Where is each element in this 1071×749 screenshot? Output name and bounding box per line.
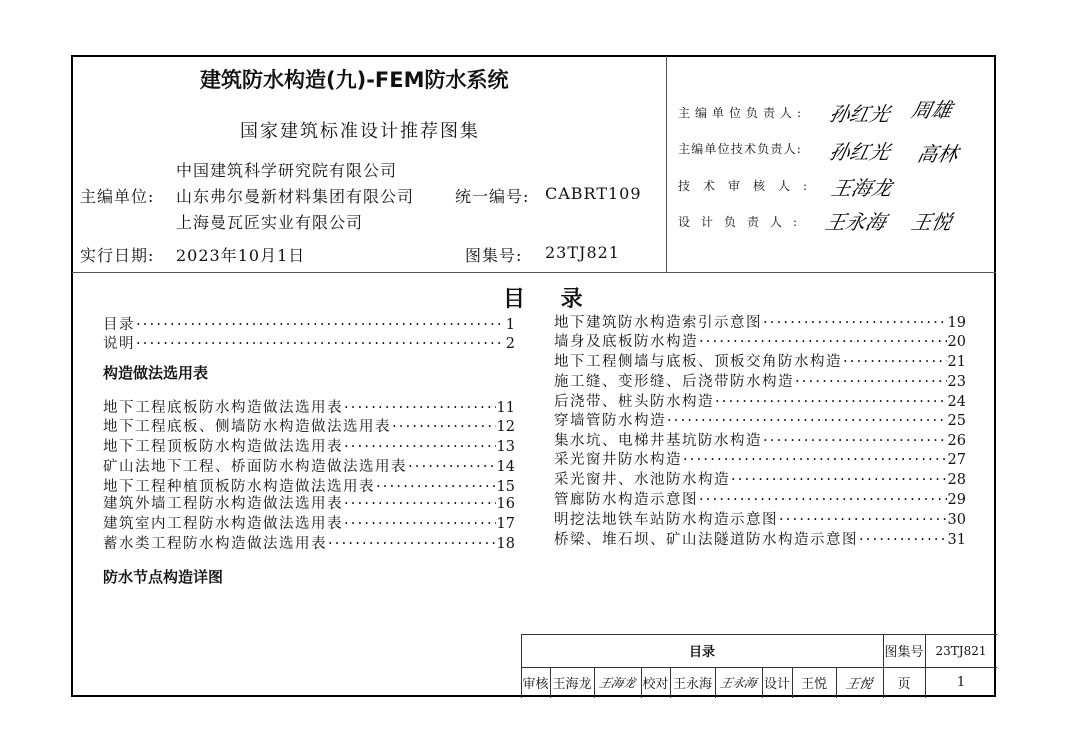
sig-label-chief-tech: 主编单位技术负责人: (678, 142, 803, 156)
leader-dots (667, 412, 947, 430)
chief-unit-2: 山东弗尔曼新材料集团有限公司 (176, 187, 415, 206)
toc-item[interactable] (554, 314, 966, 332)
toc-item-page: 18 (496, 536, 515, 552)
toc-item-label: 集水坑、电梯井基坑防水构造 (554, 433, 762, 449)
toc-item-label: 穿墙管防水构造 (554, 413, 666, 429)
toc-item[interactable] (554, 333, 966, 351)
signature-design-lead-1: 王永海 (823, 210, 889, 234)
leader-dots (699, 333, 947, 351)
header-divider-vertical (666, 56, 667, 272)
leader-dots (763, 314, 947, 332)
toc-item-page: 16 (496, 496, 515, 512)
tb-design-name: 王悦 (800, 677, 827, 692)
toc-item-page: 23 (947, 374, 966, 390)
signature-chief-tech-1: 孙红光 (827, 140, 893, 164)
toc-item-label: 地下工程顶板防水构造做法选用表 (103, 439, 343, 455)
toc-heading: 目 录 (503, 287, 597, 312)
tb-page-label: 页 (897, 677, 911, 692)
tb-check-signature: 王永海 (718, 676, 758, 690)
leader-dots (843, 353, 947, 371)
tb-atlas-no: 23TJ821 (935, 643, 987, 658)
leader-dots (731, 471, 947, 489)
toc-item-label: 地下工程底板防水构造做法选用表 (103, 400, 343, 416)
toc-item[interactable] (103, 535, 515, 553)
leader-dots (136, 316, 505, 334)
toc-item[interactable] (103, 458, 515, 476)
toc-item[interactable] (103, 335, 515, 353)
leader-dots (344, 495, 496, 513)
atlas-title: 建筑防水构造(九)-FEM防水系统 (200, 68, 509, 92)
toc-item-label: 建筑外墙工程防水构造做法选用表 (103, 496, 343, 512)
leader-dots (699, 491, 947, 509)
signature-chief-unit-2: 周雄 (909, 98, 955, 122)
toc-item-page: 14 (496, 459, 515, 475)
toc-item-page: 30 (947, 512, 966, 528)
toc-item-page: 24 (947, 394, 966, 410)
toc-item[interactable] (103, 515, 515, 533)
leader-dots (795, 373, 947, 391)
toc-item-page: 15 (496, 479, 515, 495)
tb-design-label: 设计 (763, 677, 790, 692)
atlas-no: 23TJ821 (545, 243, 620, 262)
tb-design-signature: 王悦 (844, 677, 874, 692)
toc-item-page: 12 (496, 419, 515, 435)
tb-review-label: 审核 (522, 677, 549, 692)
leader-dots (328, 535, 496, 553)
leader-dots (859, 531, 947, 549)
section-title-node-details: 防水节点构造详图 (103, 568, 224, 586)
toc-item-label: 管廊防水构造示意图 (554, 492, 698, 508)
tb-review-name: 王海龙 (552, 677, 592, 692)
leader-dots (344, 438, 496, 456)
toc-item-label: 施工缝、变形缝、后浇带防水构造 (554, 374, 794, 390)
leader-dots (376, 478, 496, 496)
chief-units-label: 主编单位: (80, 187, 155, 206)
chief-unit-1: 中国建筑科学研究院有限公司 (176, 161, 398, 180)
toc-item[interactable] (554, 531, 966, 549)
leader-dots (344, 515, 496, 533)
toc-item-page: 31 (947, 532, 966, 548)
toc-item[interactable] (554, 393, 966, 411)
toc-item-label: 目录 (103, 317, 135, 333)
toc-item-label: 桥梁、堆石坝、矿山法隧道防水构造示意图 (554, 532, 858, 548)
toc-item-page: 26 (947, 433, 966, 449)
signature-chief-unit-1: 孙红光 (827, 102, 893, 126)
signature-chief-tech-2: 高林 (915, 142, 961, 166)
toc-item[interactable] (554, 471, 966, 489)
toc-item[interactable] (103, 399, 515, 417)
toc-item-label: 建筑室内工程防水构造做法选用表 (103, 516, 343, 532)
leader-dots (344, 399, 496, 417)
toc-item-label: 明挖法地铁车站防水构造示意图 (554, 512, 778, 528)
sig-label-tech-review: 技术审核人: (678, 179, 821, 193)
toc-item-label: 地下工程种植顶板防水构造做法选用表 (103, 479, 375, 495)
toc-item[interactable] (103, 478, 515, 496)
toc-item[interactable] (554, 432, 966, 450)
leader-dots (136, 335, 505, 353)
sig-label-design-lead: 设计负责人: (678, 215, 809, 229)
leader-dots (408, 458, 496, 476)
toc-item[interactable] (103, 418, 515, 436)
toc-item[interactable] (554, 451, 966, 469)
toc-item-page: 27 (947, 452, 966, 468)
toc-item[interactable] (103, 438, 515, 456)
toc-item-page: 25 (947, 413, 966, 429)
toc-item[interactable] (103, 495, 515, 513)
leader-dots (683, 451, 947, 469)
toc-item-label: 矿山法地下工程、桥面防水构造做法选用表 (103, 459, 407, 475)
signature-design-lead-2: 王悦 (909, 210, 955, 234)
toc-item-label: 地下工程侧墙与底板、顶板交角防水构造 (554, 354, 842, 370)
sig-label-chief-unit: 主编单位负责人: (678, 106, 807, 120)
toc-item[interactable] (554, 353, 966, 371)
toc-item[interactable] (554, 511, 966, 529)
toc-item-page: 17 (496, 516, 515, 532)
toc-item-page: 19 (947, 315, 966, 331)
tb-check-name: 王永海 (672, 677, 712, 692)
title-block (521, 634, 997, 698)
toc-item-label: 采光窗井防水构造 (554, 452, 682, 468)
unified-code: CABRT109 (545, 184, 642, 203)
atlas-subtitle: 国家建筑标准设计推荐图集 (240, 121, 480, 142)
toc-item[interactable] (554, 491, 966, 509)
atlas-no-label: 图集号: (465, 246, 523, 265)
tb-check-label: 校对 (642, 677, 669, 692)
leader-dots (779, 511, 947, 529)
toc-item-page: 13 (496, 439, 515, 455)
leader-dots (392, 418, 496, 436)
toc-item-label: 地下工程底板、侧墙防水构造做法选用表 (103, 419, 391, 435)
toc-item[interactable] (554, 373, 966, 391)
toc-item-page: 28 (947, 472, 966, 488)
unified-code-label: 统一编号: (455, 187, 530, 206)
toc-item[interactable] (554, 412, 966, 430)
effective-date: 2023年10月1日 (176, 246, 306, 265)
section-title-selection-tables: 构造做法选用表 (103, 364, 209, 382)
leader-dots (715, 393, 947, 411)
signature-tech-review: 王海龙 (829, 176, 895, 200)
tb-review-signature: 王海龙 (597, 676, 637, 690)
toc-item-page: 11 (496, 400, 515, 416)
toc-item-page: 2 (505, 336, 515, 352)
tb-page-no: 1 (956, 675, 966, 690)
tb-atlas-no-label: 图集号 (884, 645, 924, 660)
header-divider-horizontal (72, 272, 996, 273)
effective-date-label: 实行日期: (80, 246, 155, 265)
toc-item-page: 21 (947, 354, 966, 370)
toc-item-label: 后浇带、桩头防水构造 (554, 394, 714, 410)
leader-dots (763, 432, 947, 450)
toc-item-label: 蓄水类工程防水构造做法选用表 (103, 536, 327, 552)
tb-sheet-title: 目录 (688, 645, 715, 660)
toc-item-label: 说明 (103, 336, 135, 352)
toc-item-page: 29 (947, 492, 966, 508)
toc-item[interactable] (103, 316, 515, 334)
toc-item-page: 20 (947, 334, 966, 350)
toc-item-label: 地下建筑防水构造索引示意图 (554, 315, 762, 331)
toc-item-label: 墙身及底板防水构造 (554, 334, 698, 350)
chief-unit-3: 上海曼瓦匠实业有限公司 (176, 213, 364, 232)
toc-item-label: 采光窗井、水池防水构造 (554, 472, 730, 488)
toc-item-page: 1 (505, 317, 515, 333)
